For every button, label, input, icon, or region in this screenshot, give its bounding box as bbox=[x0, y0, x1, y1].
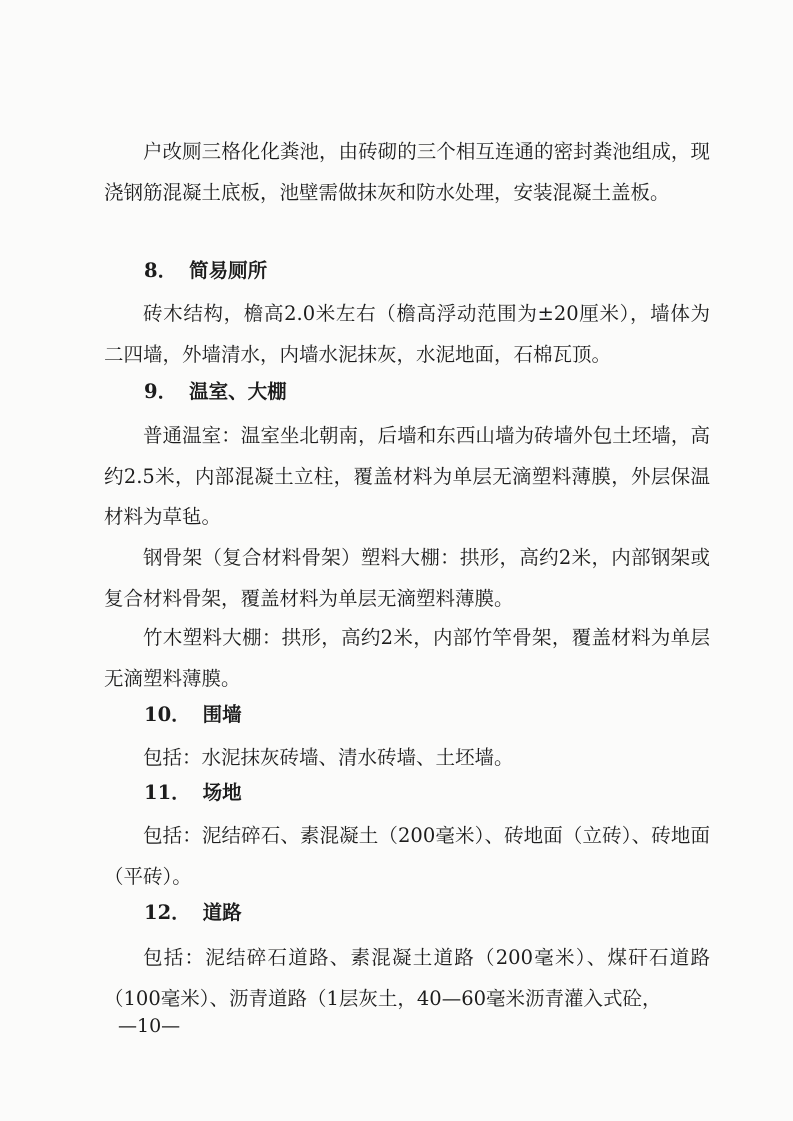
paragraph-ordinary-greenhouse: 普通温室：温室坐北朝南，后墙和东西山墙为砖墙外包土坯墙，高约2.5米，内部混凝土立柱，覆盖材料为单层无滴塑料薄膜，外层保温材料为草毡。 bbox=[104, 424, 710, 528]
heading-simple-toilet bbox=[144, 256, 267, 286]
paragraph-simple-toilet: 砖木结构，檐高2.0米左右（檐高浮动范围为±20厘米），墙体为二四墙，外墙清水，内墙水泥抹灰，水泥地面，石棉瓦顶。 bbox=[104, 302, 710, 366]
heading-number: 9． bbox=[144, 380, 178, 403]
paragraph-septic-tank: 户改厕三格化化粪池，由砖砌的三个相互连通的密封粪池组成，现浇钢筋混凝土底板，池壁需做抹灰和防水处理，安装混凝土盖板。 bbox=[104, 140, 710, 204]
heading-number: 8． bbox=[144, 259, 178, 282]
paragraph-fence-wall: 包括：水泥抹灰砖墙、清水砖墙、土坯墙。 bbox=[143, 746, 514, 769]
paragraph-steel-frame-shed: 钢骨架（复合材料骨架）塑料大棚：拱形，高约2米，内部钢架或复合材料骨架，覆盖材料为单层无滴塑料薄膜。 bbox=[104, 546, 710, 610]
heading-title: 道路 bbox=[202, 901, 242, 924]
heading-number: 11． bbox=[144, 781, 191, 804]
heading-title: 温室、大棚 bbox=[189, 380, 287, 403]
paragraph-road: 包括：泥结碎石道路、素混凝土道路（200毫米）、煤矸石道路（100毫米）、沥青道路（1层灰土，40—60毫米沥青灌入式砼， bbox=[104, 946, 710, 1010]
heading-number: 10． bbox=[144, 703, 191, 726]
heading-site bbox=[144, 778, 242, 808]
heading-fence-wall bbox=[144, 700, 242, 730]
heading-greenhouse bbox=[144, 377, 287, 407]
heading-road bbox=[144, 898, 242, 928]
heading-number: 12． bbox=[144, 901, 191, 924]
heading-title: 场地 bbox=[202, 781, 242, 804]
heading-title: 围墙 bbox=[202, 703, 242, 726]
paragraph-bamboo-shed: 竹木塑料大棚：拱形，高约2米，内部竹竿骨架，覆盖材料为单层无滴塑料薄膜。 bbox=[104, 626, 710, 690]
paragraph-site: 包括：泥结碎石、素混凝土（200毫米）、砖地面（立砖）、砖地面（平砖）。 bbox=[104, 824, 710, 888]
heading-title: 简易厕所 bbox=[189, 259, 268, 282]
page-number: —10— bbox=[118, 1015, 181, 1037]
